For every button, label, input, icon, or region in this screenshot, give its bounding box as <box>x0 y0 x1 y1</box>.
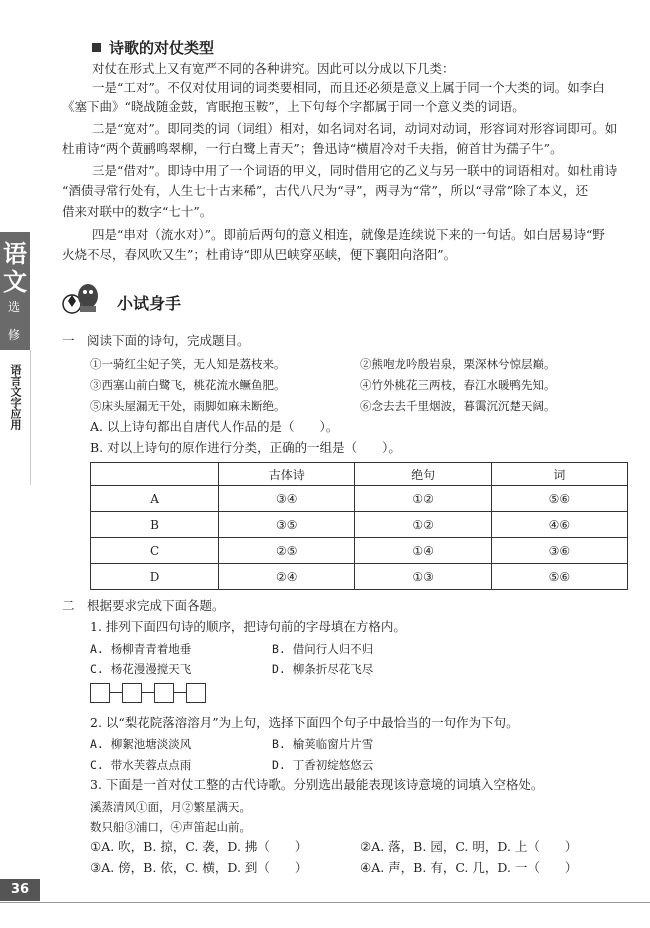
table-row <box>91 564 628 590</box>
poem-line: ④竹外桃花三两枝，春江水暖鸭先知。 <box>360 378 556 392</box>
q2-poem-line: 溪蒸清风①面，月②繁星满天。 <box>90 800 251 814</box>
option-line: D. 丁香初绽悠悠云 <box>272 758 374 772</box>
table-cell: ②⑤ <box>219 538 355 564</box>
table-row <box>91 512 628 538</box>
table-cell: ③⑥ <box>491 538 627 564</box>
intro-line: 火烧不尽，春风吹又生”；杜甫诗“即从巴峡穿巫峡，便下襄阳向洛阳”。 <box>62 247 457 262</box>
footer-rule <box>0 902 650 903</box>
answer-box[interactable] <box>186 683 206 703</box>
q2-poem-line: 数只船③浦口，④声笛起山前。 <box>90 820 251 834</box>
square-bullet-icon <box>92 43 101 52</box>
option-line: C. 杨花漫漫搅天飞 <box>90 662 192 676</box>
intro-line: 杜甫诗“两个黄鹂鸣翠柳，一行白鹭上青天”；鲁迅诗“横眉冷对千夫指，俯首甘为孺子牛”。 <box>62 141 563 156</box>
classification-table <box>90 462 628 590</box>
side-tab-char: 选 <box>8 300 21 314</box>
table-cell: ⑤⑥ <box>491 486 627 512</box>
option-line: D. 柳条折尽花飞尽 <box>272 662 374 676</box>
side-tab-vertical-text: 语言文字应用 <box>9 364 22 430</box>
intro-line: 《塞下曲》“晓战随金鼓，宵眠抱玉鞍”，上下句每个字都属于同一个意义类的词语。 <box>62 99 525 114</box>
table-row <box>91 486 628 512</box>
poem-line: ⑥念去去千里烟波，暮霭沉沉楚天阔。 <box>360 399 556 413</box>
intro-line: 四是“串对（流水对）”。即前后两句的意义相连，就像是连续说下来的一句话。如白居易诗“野 <box>92 227 605 242</box>
intro-line: 二是“宽对”。即同类的词（词组）相对，如名词对名词，动词对动词，形容词对形容词即可。如 <box>92 121 618 136</box>
answer-boxes <box>90 682 206 703</box>
option-line: B. 榆荚临窗片片雪 <box>272 737 374 751</box>
table-cell: ②④ <box>219 564 355 590</box>
q2-stem: 二 根据要求完成下面各题。 <box>62 598 225 613</box>
option-line: A. 杨柳青青着地垂 <box>90 642 192 656</box>
table-header-row <box>91 463 628 486</box>
table-header-cell <box>91 463 219 486</box>
table-row <box>91 538 628 564</box>
page-number: 36 <box>0 879 40 901</box>
intro-line: 对仗在形式上又有宽严不同的各种讲究。因此可以分成以下几类： <box>92 61 455 76</box>
answer-box[interactable] <box>90 683 110 703</box>
option-line: B. 借问行人归不归 <box>272 642 374 656</box>
q2-sub1: 1. 排列下面四句诗的顺序，把诗句前的字母填在方格内。 <box>90 619 406 634</box>
table-cell: ⑤⑥ <box>491 564 627 590</box>
option-line: A. 柳絮池塘淡淡风 <box>90 737 192 751</box>
table-header-cell: 词 <box>491 463 627 486</box>
mascot-icon <box>58 280 102 316</box>
section-title: 诗歌的对仗类型 <box>92 37 214 58</box>
poem-line: ③西塞山前白鹭飞，桃花流水鳜鱼肥。 <box>90 378 286 392</box>
answer-box[interactable] <box>154 683 174 703</box>
table-cell: ③④ <box>219 486 355 512</box>
poem-line: ⑤床头屋漏无干处，雨脚如麻未断绝。 <box>90 399 286 413</box>
side-tab-char: 修 <box>8 328 21 342</box>
table-cell: ①② <box>355 512 491 538</box>
q1-sub-a: A. 以上诗句都出自唐代人作品的是（ ）。 <box>90 419 339 434</box>
table-cell: B <box>91 512 219 538</box>
poem-line: ①一骑红尘妃子笑，无人知是荔枝来。 <box>90 357 286 371</box>
table-header-cell: 绝句 <box>355 463 491 486</box>
side-tab-char: 语 <box>3 239 27 268</box>
table-cell: ①③ <box>355 564 491 590</box>
poem-line: ②熊咆龙吟殷岩泉，栗深林兮惊层巅。 <box>360 357 556 371</box>
q1-sub-b: B. 对以上诗句的原作进行分类，正确的一组是（ ）。 <box>90 440 401 455</box>
table-cell: ①② <box>355 486 491 512</box>
q2-sub2: 2. 以“梨花院落溶溶月”为上句，选择下面四个句子中最恰当的一句作为下句。 <box>90 715 519 730</box>
answer-box[interactable] <box>122 683 142 703</box>
practice-title: 小试身手 <box>117 294 182 313</box>
table-cell: ①④ <box>355 538 491 564</box>
table-cell: ④⑥ <box>491 512 627 538</box>
table-header-cell: 古体诗 <box>219 463 355 486</box>
table-cell: C <box>91 538 219 564</box>
intro-line: 借来对联中的数字“七十”。 <box>62 204 213 219</box>
option-line: C. 带水芙蓉点点雨 <box>90 758 192 772</box>
side-tab-char: 文 <box>3 267 27 296</box>
q1-stem: 一 阅读下面的诗句，完成题目。 <box>62 333 250 348</box>
table-cell: A <box>91 486 219 512</box>
option-line: ②A. 落，B. 园，C. 明，D. 上（ ） <box>360 839 578 854</box>
intro-line: 三是“借对”。即诗中用了一个词语的甲义，同时借用它的乙义与另一联中的词语相对。如杜甫诗 <box>92 163 618 178</box>
option-line: ④A. 声，B. 有，C. 几，D. 一（ ） <box>360 860 578 875</box>
option-line: ①A. 吹，B. 掠，C. 袭，D. 拂（ ） <box>90 839 308 854</box>
intro-line: “酒债寻常行处有，人生七十古来稀”，古代八尺为“寻”，两寻为“常”，所以“寻常”除了本义，还 <box>62 183 589 198</box>
side-tab-label <box>0 350 31 485</box>
option-line: ③A. 傍，B. 依，C. 横，D. 到（ ） <box>90 860 308 875</box>
table-cell: D <box>91 564 219 590</box>
intro-line: 一是“工对”。不仅对仗用词的词类要相同，而且还必须是意义上属于同一个大类的词。如李白 <box>92 80 605 95</box>
q2-sub3: 3. 下面是一首对仗工整的古代诗歌。分别选出最能表现该诗意境的词填入空格处。 <box>90 777 544 792</box>
table-cell: ③⑤ <box>219 512 355 538</box>
